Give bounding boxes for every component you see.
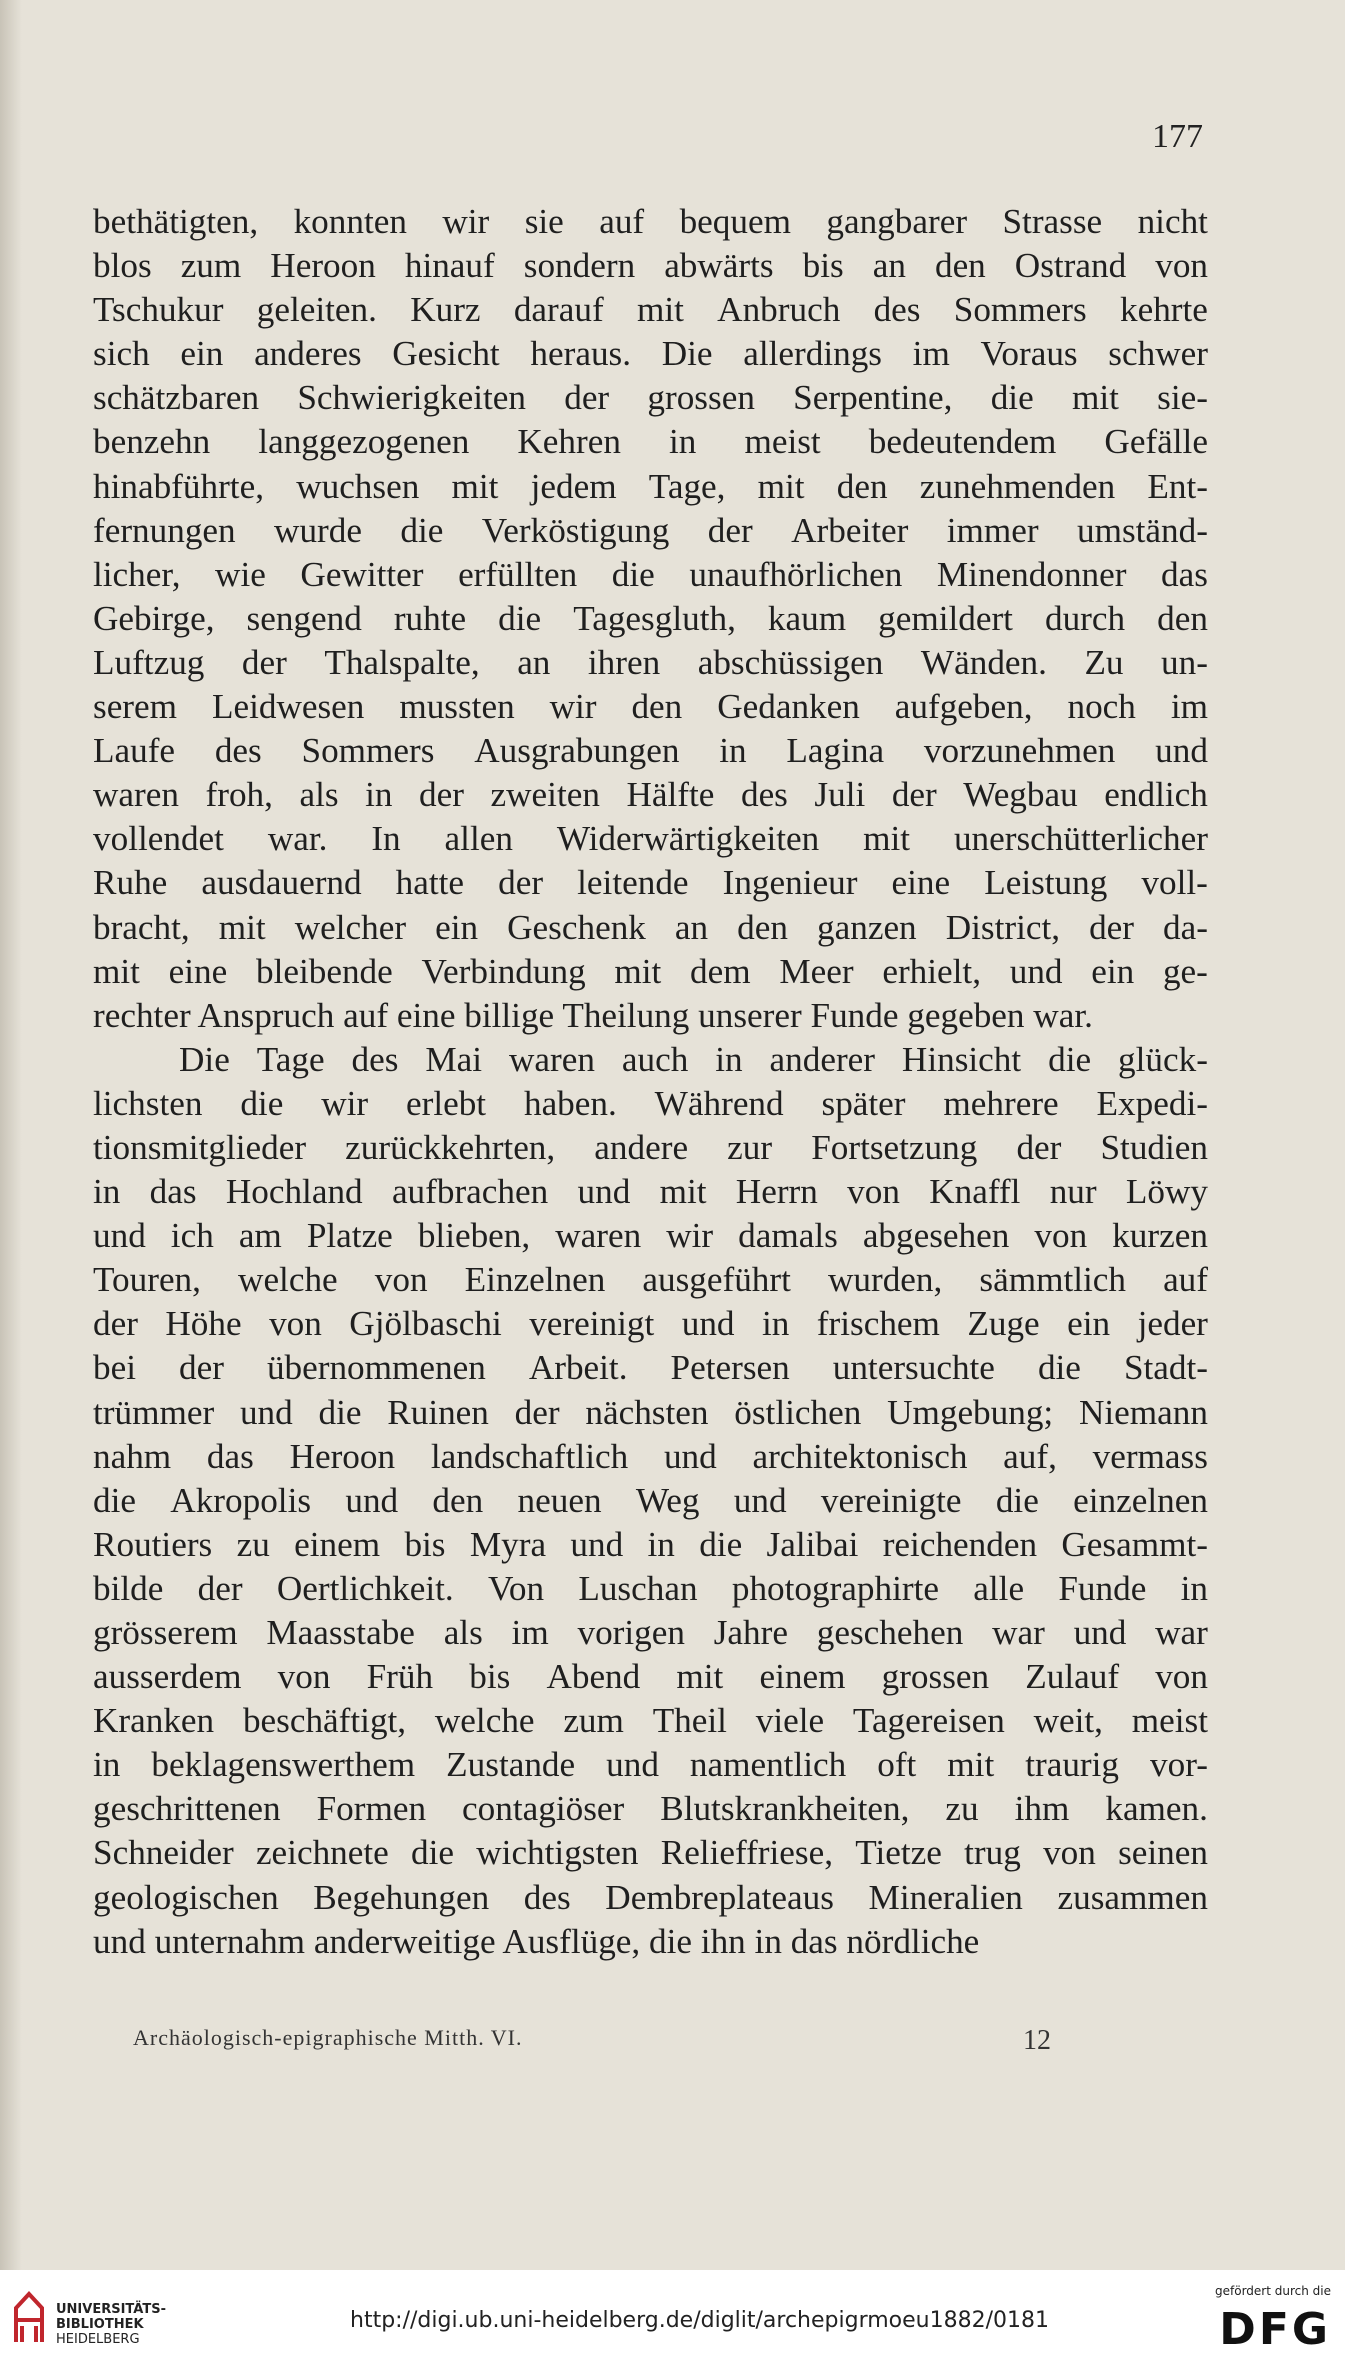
- digital-library-bar: [0, 2270, 1345, 2371]
- text-line: licher, wie Gewitter erfüllten die unaufhörlichen Minendonner das: [93, 554, 1208, 594]
- text-line: geologischen Begehungen des Dembreplateaus Mineralien zusammen: [93, 1877, 1208, 1917]
- page-spine-shadow: [0, 0, 22, 2270]
- library-name-line-1: UNIVERSITÄTS-: [56, 2302, 166, 2317]
- text-line: Schneider zeichnete die wichtigsten Relieffriese, Tietze trug von seinen: [93, 1833, 1208, 1873]
- text-line: Luftzug der Thalspalte, an ihren abschüssigen Wänden. Zu un-: [93, 642, 1208, 682]
- text-line: waren froh, als in der zweiten Hälfte des Juli der Wegbau endlich: [93, 775, 1208, 815]
- text-line: ausserdem von Früh bis Abend mit einem grossen Zulauf von: [93, 1657, 1208, 1697]
- text-line: tionsmitglieder zurückkehrten, andere zur Fortsetzung der Studien: [93, 1127, 1208, 1167]
- text-line: nahm das Heroon landschaftlich und architektonisch auf, vermass: [93, 1436, 1208, 1476]
- text-line: bei der übernommenen Arbeit. Petersen untersuchte die Stadt-: [93, 1348, 1208, 1388]
- text-line: geschrittenen Formen contagiöser Blutskrankheiten, zu ihm kamen.: [93, 1789, 1208, 1829]
- text-line: grösserem Maasstabe als im vorigen Jahre geschehen war und war: [93, 1613, 1208, 1652]
- text-line: Die Tage des Mai waren auch in anderer Hinsicht die glück-: [179, 1039, 1208, 1079]
- university-library-logo-icon: [12, 2290, 46, 2346]
- library-name: [56, 2302, 166, 2347]
- text-line: vollendet war. In allen Widerwärtigkeiten mit unerschütterlicher: [93, 819, 1208, 859]
- text-line: lichsten die wir erlebt haben. Während später mehrere Expedi-: [93, 1083, 1208, 1123]
- text-line: schätzbaren Schwierigkeiten der grossen Serpentine, die mit sie-: [93, 378, 1208, 418]
- text-line: blos zum Heroon hinauf sondern abwärts bis an den Ostrand von: [93, 246, 1208, 286]
- text-line: in das Hochland aufbrachen und mit Herrn von Knaffl nur Löwy: [93, 1172, 1208, 1212]
- funded-by-label: gefördert durch die: [1215, 2284, 1331, 2298]
- text-line: mit eine bleibende Verbindung mit dem Meer erhielt, und ein ge-: [93, 951, 1208, 991]
- text-line: rechter Anspruch auf eine billige Theilung unserer Funde gegeben war.: [93, 995, 1093, 1035]
- page-number: 177: [1152, 118, 1203, 155]
- text-line: bilde der Oertlichkeit. Von Luschan photographirte alle Funde in: [93, 1568, 1208, 1608]
- text-line: und unternahm anderweitige Ausflüge, die ihn in das nördliche: [93, 1921, 980, 1961]
- text-line: Touren, welche von Einzelnen ausgeführt wurden, sämmtlich auf: [93, 1260, 1208, 1300]
- text-line: bethätigten, konnten wir sie auf bequem gangbarer Strasse nicht: [93, 202, 1208, 241]
- text-line: und ich am Platze blieben, waren wir damals abgesehen von kurzen: [93, 1216, 1208, 1256]
- text-line: sich ein anderes Gesicht heraus. Die allerdings im Voraus schwer: [93, 334, 1208, 374]
- body-text: [93, 200, 1208, 1964]
- text-line: Routiers zu einem bis Myra und in die Jalibai reichenden Gesammt-: [93, 1524, 1208, 1564]
- text-line: benzehn langgezogenen Kehren in meist bedeutendem Gefälle: [93, 422, 1208, 462]
- text-line: in beklagenswerthem Zustande und namentlich oft mit traurig vor-: [93, 1745, 1208, 1785]
- text-line: Ruhe ausdauernd hatte der leitende Ingenieur eine Leistung voll-: [93, 863, 1208, 903]
- text-line: Gebirge, sengend ruhte die Tagesgluth, kaum gemildert durch den: [93, 598, 1208, 638]
- text-line: Kranken beschäftigt, welche zum Theil viele Tagereisen weit, meist: [93, 1701, 1208, 1741]
- text-line: trümmer und die Ruinen der nächsten östlichen Umgebung; Niemann: [93, 1392, 1208, 1432]
- text-line: serem Leidwesen mussten wir den Gedanken aufgeben, noch im: [93, 687, 1208, 727]
- permalink-url[interactable]: http://digi.ub.uni-heidelberg.de/diglit/archepigrmoeu1882/0181: [350, 2308, 1049, 2333]
- text-line: die Akropolis und den neuen Weg und vereinigte die einzelnen: [93, 1480, 1208, 1520]
- library-name-line-2: BIBLIOTHEK: [56, 2317, 144, 2332]
- text-line: hinabführte, wuchsen mit jedem Tage, mit den zunehmenden Ent-: [93, 466, 1208, 506]
- text-line: fernungen wurde die Verköstigung der Arbeiter immer umständ-: [93, 510, 1208, 550]
- dfg-logo: DFG: [1219, 2304, 1331, 2355]
- library-name-line-3: HEIDELBERG: [56, 2332, 140, 2347]
- text-line: der Höhe von Gjölbaschi vereinigt und in frischem Zuge ein jeder: [93, 1304, 1208, 1344]
- footer-journal-title: Archäologisch-epigraphische Mitth. VI.: [133, 2025, 523, 2050]
- text-line: Laufe des Sommers Ausgrabungen in Lagina vorzunehmen und: [93, 731, 1208, 771]
- footer-signature-number: 12: [1023, 2025, 1051, 2056]
- text-line: Tschukur geleiten. Kurz darauf mit Anbruch des Sommers kehrte: [93, 290, 1208, 330]
- text-line: bracht, mit welcher ein Geschenk an den ganzen District, der da-: [93, 907, 1208, 947]
